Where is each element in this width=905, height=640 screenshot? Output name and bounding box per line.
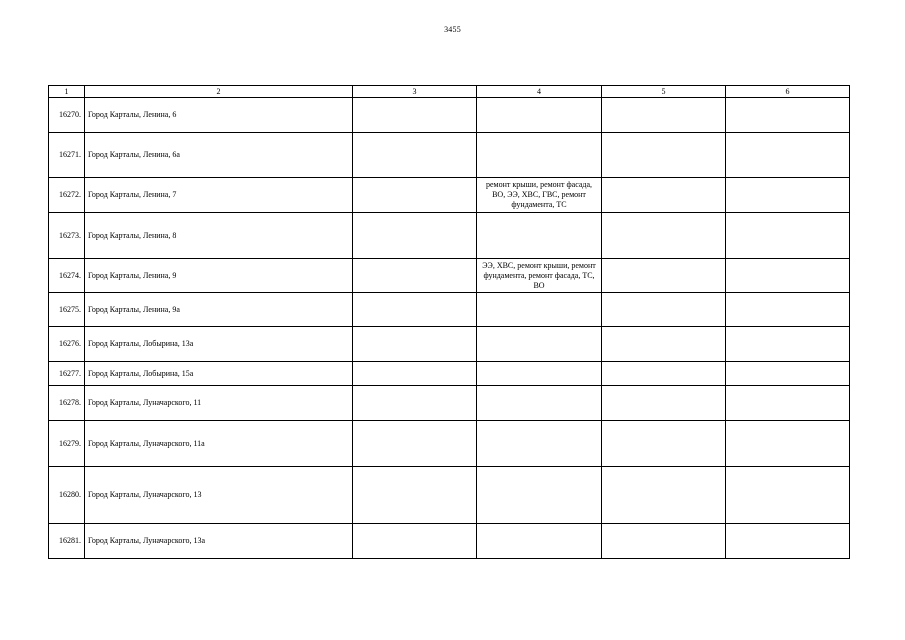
row-cell-5 (602, 327, 726, 362)
row-address: Город Карталы, Лобырина, 13а (85, 327, 353, 362)
table-row (49, 386, 850, 421)
table-row (49, 421, 850, 467)
row-works: ремонт крыши, ремонт фасада, ВО, ЭЭ, ХВС, ГВС, ремонт фундамента, ТС (477, 178, 602, 213)
row-cell-3 (353, 259, 477, 293)
row-number: 16281. (49, 524, 85, 559)
table-row (49, 293, 850, 327)
table-row (49, 259, 850, 293)
row-address: Город Карталы, Луначарского, 13а (85, 524, 353, 559)
row-cell-3 (353, 524, 477, 559)
row-address: Город Карталы, Ленина, 9а (85, 293, 353, 327)
row-cell-5 (602, 386, 726, 421)
row-cell-3 (353, 133, 477, 178)
table-row (49, 98, 850, 133)
row-cell-5 (602, 421, 726, 467)
row-cell-5 (602, 133, 726, 178)
row-number: 16272. (49, 178, 85, 213)
row-cell-6 (726, 421, 850, 467)
row-number: 16278. (49, 386, 85, 421)
row-cell-6 (726, 133, 850, 178)
row-cell-3 (353, 386, 477, 421)
row-cell-5 (602, 293, 726, 327)
row-address: Город Карталы, Ленина, 8 (85, 213, 353, 259)
row-address: Город Карталы, Луначарского, 11 (85, 386, 353, 421)
table-row (49, 133, 850, 178)
row-cell-6 (726, 362, 850, 386)
column-number-header-row (49, 86, 850, 98)
row-works (477, 362, 602, 386)
row-address: Город Карталы, Луначарского, 11а (85, 421, 353, 467)
row-cell-6 (726, 98, 850, 133)
row-cell-3 (353, 362, 477, 386)
row-cell-3 (353, 293, 477, 327)
row-number: 16275. (49, 293, 85, 327)
row-cell-3 (353, 178, 477, 213)
table-row (49, 213, 850, 259)
row-cell-6 (726, 293, 850, 327)
page-number: 3455 (444, 25, 461, 34)
row-cell-5 (602, 259, 726, 293)
row-works (477, 327, 602, 362)
column-header-1: 1 (49, 86, 85, 98)
row-cell-5 (602, 362, 726, 386)
row-cell-5 (602, 467, 726, 524)
row-cell-6 (726, 259, 850, 293)
row-works (477, 467, 602, 524)
row-number: 16271. (49, 133, 85, 178)
row-number: 16274. (49, 259, 85, 293)
row-cell-6 (726, 467, 850, 524)
row-works (477, 98, 602, 133)
row-number: 16273. (49, 213, 85, 259)
row-address: Город Карталы, Луначарского, 13 (85, 467, 353, 524)
row-number: 16277. (49, 362, 85, 386)
row-works (477, 213, 602, 259)
row-cell-5 (602, 98, 726, 133)
row-address: Город Карталы, Ленина, 6 (85, 98, 353, 133)
column-header-2: 2 (85, 86, 353, 98)
row-cell-3 (353, 467, 477, 524)
row-cell-3 (353, 327, 477, 362)
row-address: Город Карталы, Лобырина, 15а (85, 362, 353, 386)
row-number: 16279. (49, 421, 85, 467)
row-works (477, 293, 602, 327)
column-header-6: 6 (726, 86, 850, 98)
row-cell-6 (726, 213, 850, 259)
row-number: 16280. (49, 467, 85, 524)
row-cell-6 (726, 327, 850, 362)
row-cell-6 (726, 386, 850, 421)
row-address: Город Карталы, Ленина, 6а (85, 133, 353, 178)
housing-register-table (48, 85, 850, 559)
row-address: Город Карталы, Ленина, 9 (85, 259, 353, 293)
row-number: 16276. (49, 327, 85, 362)
row-cell-6 (726, 524, 850, 559)
row-works (477, 386, 602, 421)
row-works: ЭЭ, ХВС, ремонт крыши, ремонт фундамента, ремонт фасада, ТС, ВО (477, 259, 602, 293)
table-row (49, 467, 850, 524)
table-row (49, 327, 850, 362)
column-header-4: 4 (477, 86, 602, 98)
column-header-5: 5 (602, 86, 726, 98)
row-cell-5 (602, 213, 726, 259)
row-number: 16270. (49, 98, 85, 133)
row-cell-5 (602, 178, 726, 213)
row-cell-5 (602, 524, 726, 559)
row-cell-3 (353, 98, 477, 133)
row-cell-6 (726, 178, 850, 213)
table-row (49, 524, 850, 559)
row-works (477, 524, 602, 559)
table-row (49, 362, 850, 386)
table-row (49, 178, 850, 213)
row-address: Город Карталы, Ленина, 7 (85, 178, 353, 213)
column-header-3: 3 (353, 86, 477, 98)
row-cell-3 (353, 421, 477, 467)
row-works (477, 133, 602, 178)
row-cell-3 (353, 213, 477, 259)
row-works (477, 421, 602, 467)
